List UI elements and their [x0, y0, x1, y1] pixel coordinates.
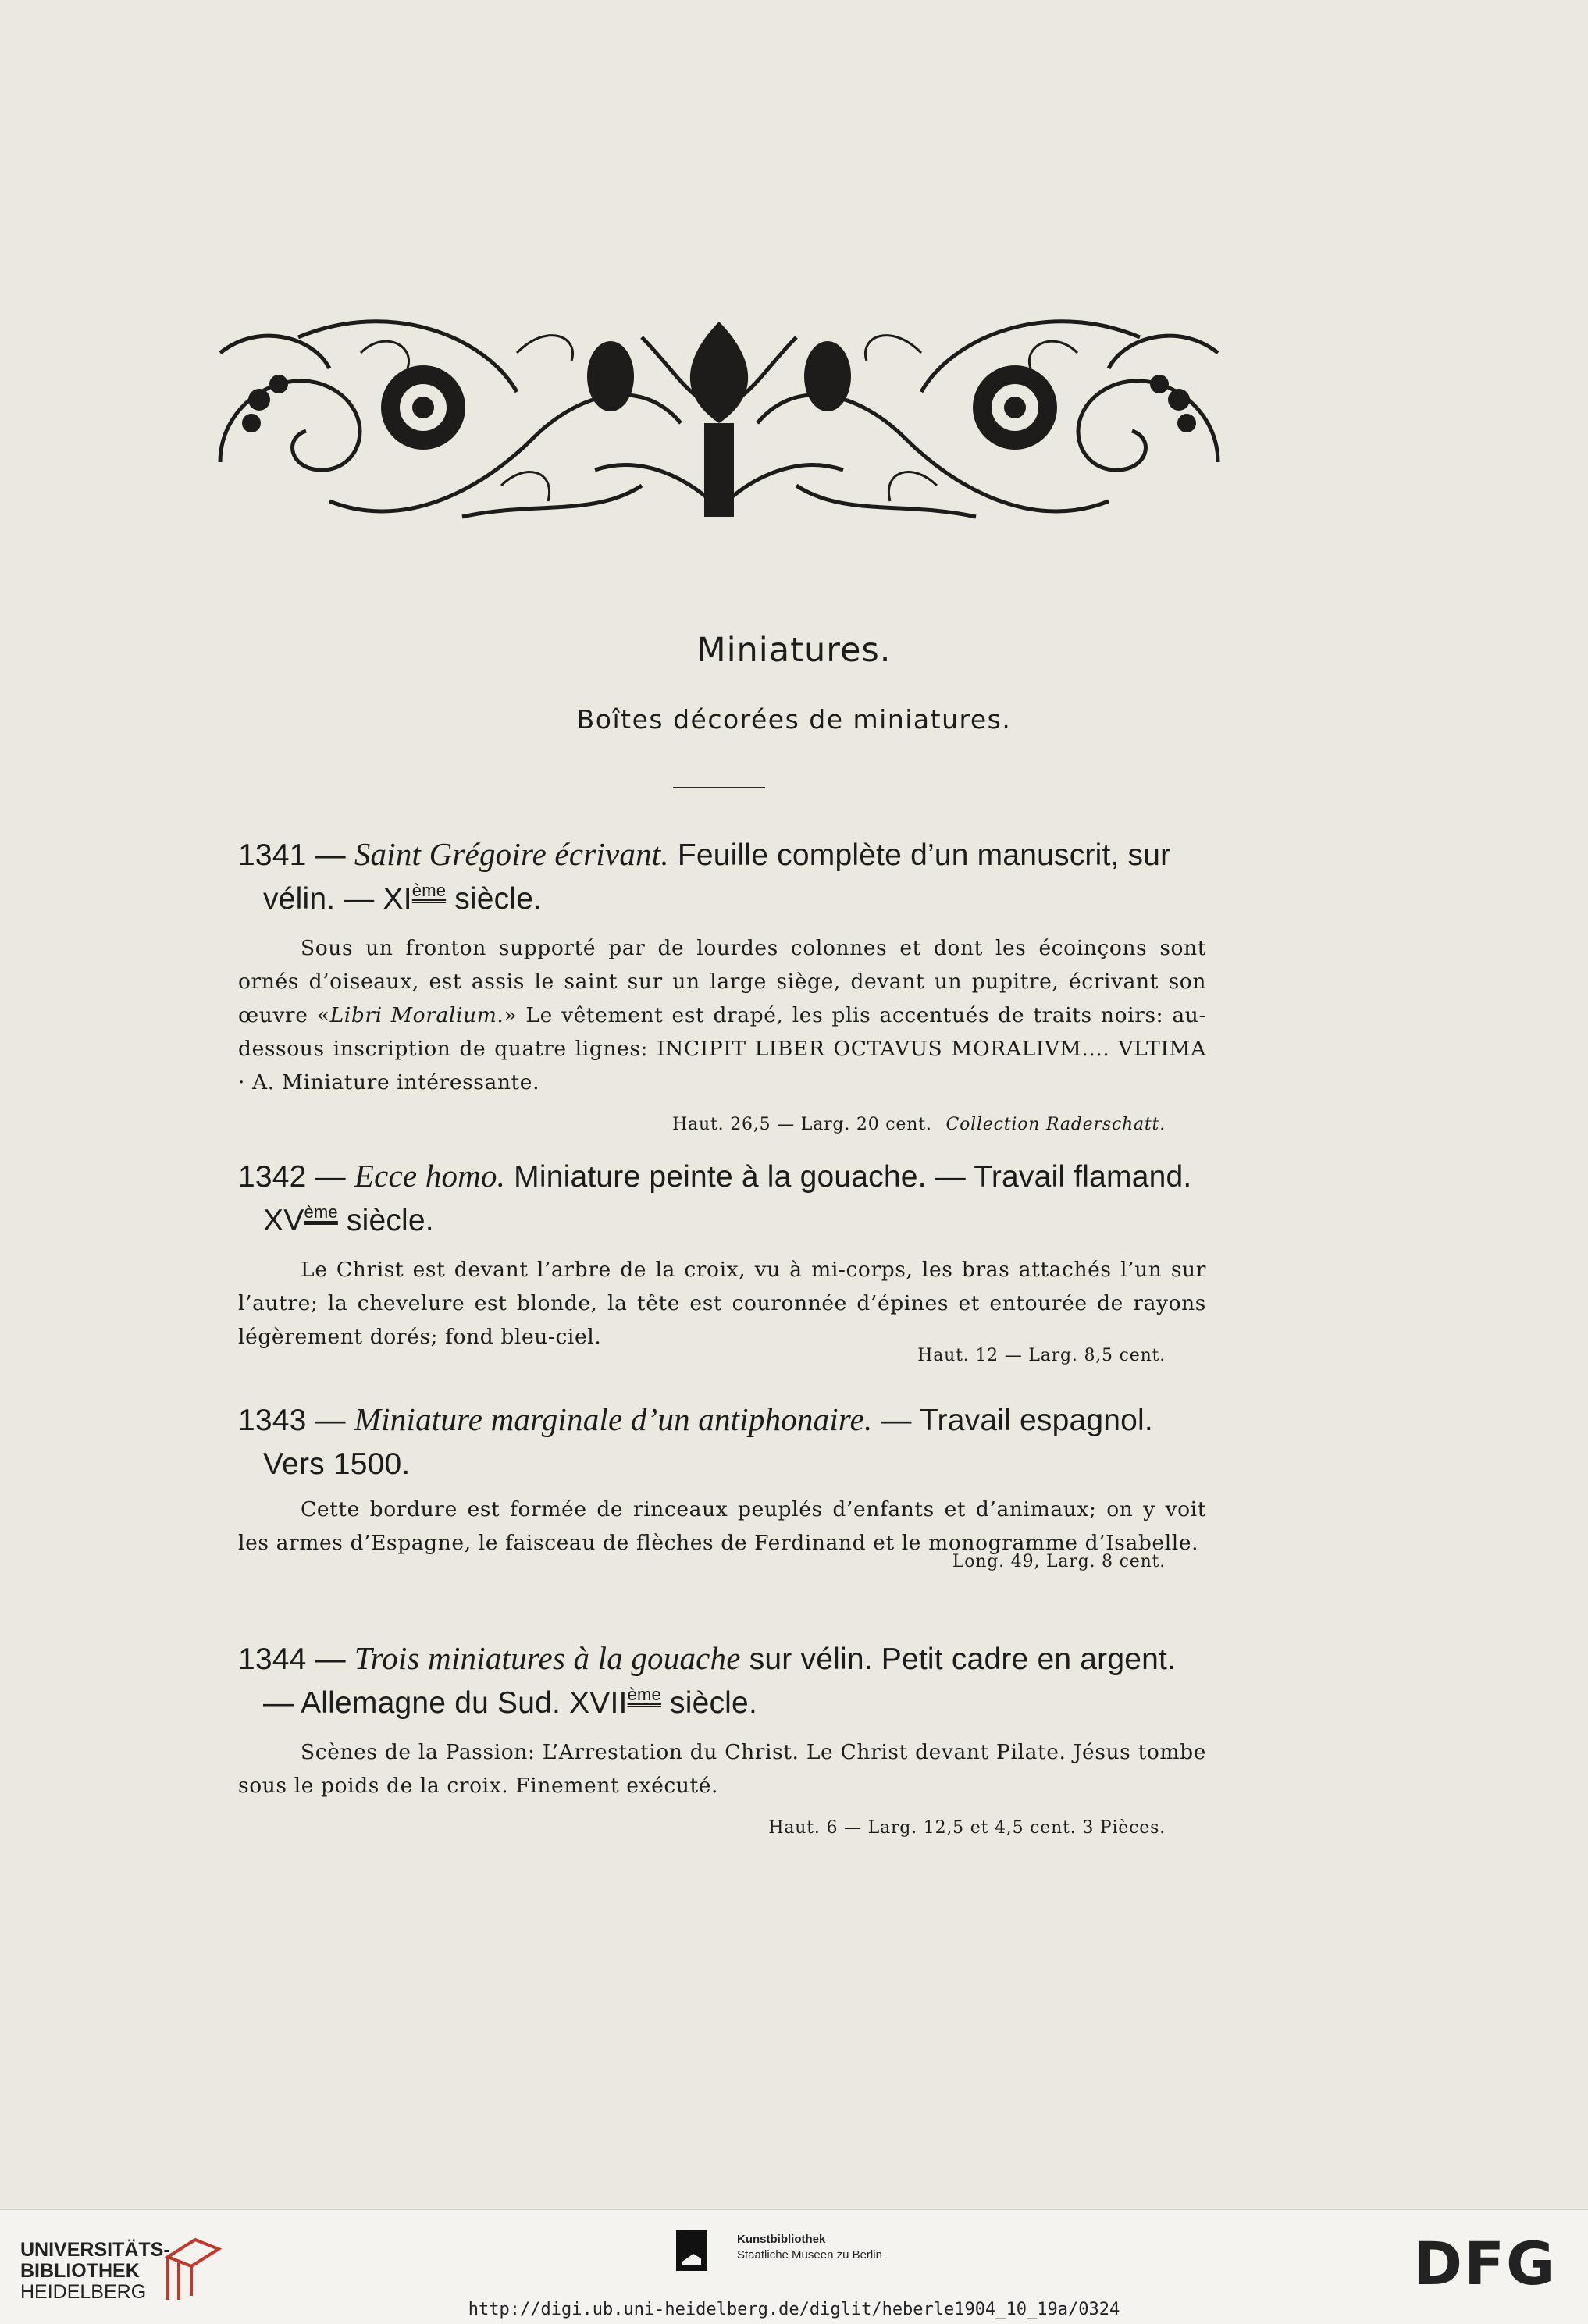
entry-title: Saint Grégoire écrivant. — [354, 836, 669, 872]
page-title: Miniatures. — [696, 631, 892, 670]
ub-heidelberg-logo-text[interactable]: UNIVERSITÄTS- BIBLIOTHEK HEIDELBERG — [20, 2239, 170, 2303]
entry-title: Trois miniatures à la gouache — [354, 1640, 741, 1676]
catalog-entry — [238, 1154, 1206, 1365]
entry-number: 1342 — [238, 1160, 307, 1194]
entry-title: Miniature marginale d’un antiphonaire. — [354, 1401, 873, 1437]
dfg-logo[interactable]: DFG — [1413, 2229, 1557, 2298]
entry-heading-continuation: — Allemagne du Sud. XVIIème siècle. — [263, 1685, 757, 1720]
ub-heidelberg-emblem-icon — [160, 2233, 223, 2304]
entry-number: 1344 — [238, 1642, 307, 1676]
permalink-url[interactable]: http://digi.ub.uni-heidelberg.de/diglit/heberle1904_10_19a/0324 — [468, 2300, 1120, 2319]
entry-number: 1343 — [238, 1404, 307, 1437]
title-divider — [673, 787, 765, 788]
entry-description: Sous un fronton supporté par de lourdes colonnes et dont les écoinçons sont ornés d’oiseaux, est assis le saint sur un large siège, devant un pupitre, écrivant son œuvre «Libri Moralium.» Le vêtement est drapé, les plis accentués de traits noirs: au-dessous inscription de quatre lignes: INCIPIT LIBER OCTAVUS MORALIVM.... VLTIMA · A. Miniature intéressante. — [238, 936, 1206, 1094]
entry-collection: Collection Raderschatt. — [945, 1115, 1166, 1134]
entry-heading: 1344 — Trois miniatures à la gouache sur vélin. Petit cadre en argent. — [238, 1640, 1177, 1676]
entry-measurements: Haut. 26,5 — Larg. 20 cent. Collection Raderschatt. — [672, 1115, 1166, 1134]
entry-heading-continuation: vélin. — XIème siècle. — [263, 881, 543, 916]
catalog-entry — [238, 1636, 1206, 1838]
entry-measurements: Haut. 6 — Larg. 12,5 et 4,5 cent. 3 Pièces. — [768, 1818, 1166, 1838]
entry-description: Scènes de la Passion: L’Arrestation du Christ. Le Christ devant Pilate. Jésus tombe sous le poids de la croix. Finement exécuté. — [238, 1740, 1206, 1798]
entry-heading-continuation: Vers 1500. — [263, 1447, 411, 1481]
entry-heading: 1342 — Ecce homo. Miniature peinte à la gouache. — Travail flamand. — [238, 1158, 1192, 1194]
entry-measurements: Haut. 12 — Larg. 8,5 cent. — [917, 1346, 1166, 1365]
entry-title: Ecce homo. — [354, 1158, 506, 1194]
entry-measurements: Long. 49, Larg. 8 cent. — [952, 1552, 1166, 1571]
kunstbibliothek-label[interactable]: Kunstbibliothek Staatliche Museen zu Berlin — [737, 2233, 882, 2262]
entry-number: 1341 — [238, 838, 307, 872]
page-subtitle: Boîtes décorées de miniatures. — [576, 704, 1012, 735]
catalog-entry — [238, 832, 1206, 1134]
entry-description: Le Christ est devant l’arbre de la croix, vu à mi-corps, les bras attachés l’un sur l’autre; la chevelure est blonde, la tête est couronnée d’épines et entourée de rayons légèrement dorés; fond bleu-ciel. — [238, 1258, 1206, 1349]
entry-heading: 1341 — Saint Grégoire écrivant. Feuille complète d’un manuscrit, sur — [238, 836, 1171, 872]
catalog-entry — [238, 1397, 1206, 1571]
kunstbibliothek-logo-icon — [676, 2230, 707, 2271]
entry-description: Cette bordure est formée de rinceaux peuplés d’enfants et d’animaux; on y voit les armes d’Espagne, le faisceau de flèches de Ferdinand et le monogramme d’Isabelle. — [238, 1497, 1206, 1555]
entry-heading-continuation: XVème siècle. — [263, 1202, 434, 1237]
ornamental-headpiece — [205, 306, 1234, 531]
entry-heading: 1343 — Miniature marginale d’un antiphonaire. — Travail espagnol. — [238, 1401, 1153, 1437]
